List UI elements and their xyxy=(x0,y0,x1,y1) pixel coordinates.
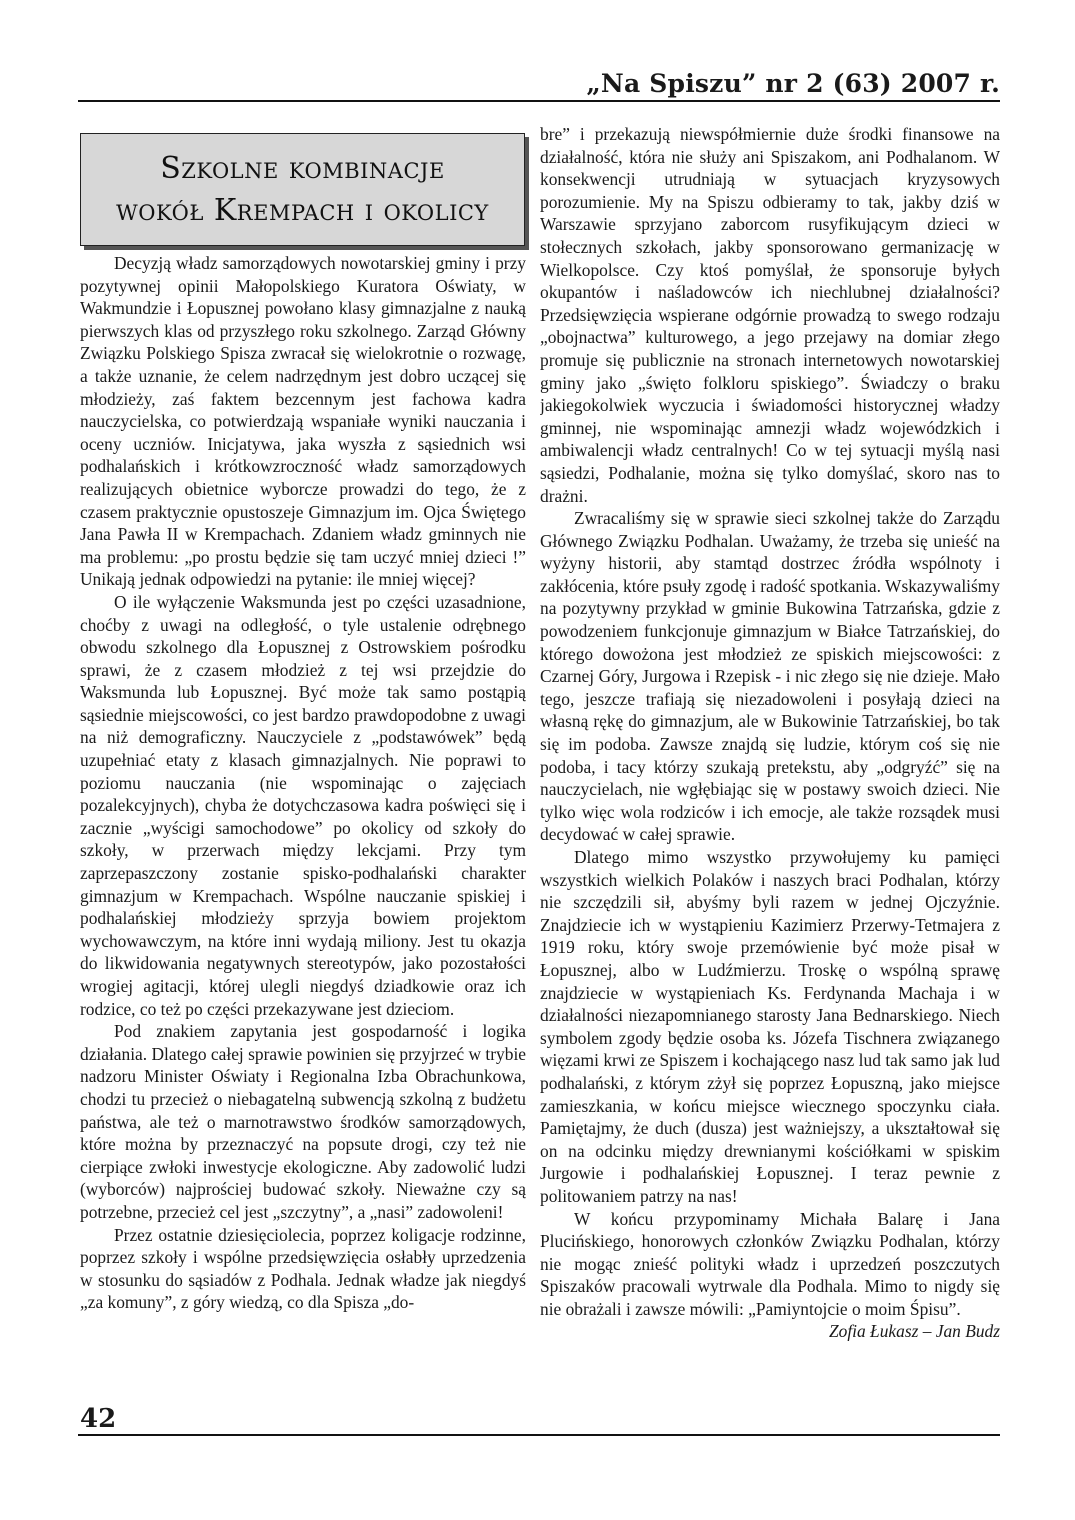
paragraph-last xyxy=(540,1208,1000,1342)
right-column xyxy=(540,123,1000,1413)
article-title-line-2: wokół Krempach i okolicy xyxy=(116,192,489,228)
article-title-line-1: Szkolne kombinacje xyxy=(160,150,445,186)
author-signature: Zofia Łukasz – Jan Budz xyxy=(828,1321,1000,1342)
paragraph-text: W końcu przypominamy Michała Balarę i Jana Plucińskiego, honorowych członków Związku Podhalan, którzy nie mogąc znieść polityki władz i uprzedzeń poszczutych Spiszaków pracowali wytrwale dla Podhala. Mimo to nigdy się nie obrażali i zawsze mówili: „Pamiyntojcie o moim Śpisu”. xyxy=(540,1208,1000,1319)
paragraph-continued: bre” i przekazują niewspółmiernie duże środki finansowe na działalność, która nie służy ani Spiszakom, ani Podhalanom. W konsekwencji utrudniają w sytuacjach kryzysowych porozumienie. My na Spiszu odbieramy to tak, jakby dziś w Warszawie sprzyjano zaborcom rusyfikującym dzieci w stołecznych szkołach, jakby sponsorowano germanizację w Wielkopolsce. Czy ktoś pomyślał, że sponsoruje byłych okupantów i naśladowców ich niechlubnej działalności? Przedsięwzięcia wspierane odgórnie prowadzą to swego rodzaju „obojnactwa” kulturowego, a jego przejawy na domiar złego promuje się publicznie na stronach internetowych nowotarskiej gminy jako „święto folkloru spiskiego”. Świadczy o braku jakiegokolwiek wyczucia i świadomości historycznej władzy gminnej, nie wspominając amnezji władz wojewódzkich i ambiwalencji władz centralnych! Co w tej sytuacji myślą nasi sąsiedzi, Podhalanie, można się tylko domyślać, skoro nas to drażni. xyxy=(540,124,1000,506)
paragraph: Pod znakiem zapytania jest gospodarność i logika działania. Dlatego całej sprawie powinien się przyjrzeć w trybie nadzoru Minister Oświaty i Regionalna Izba Obrachunkowa, chodzi tu przecież o niebagatelną subwencją szkolną z budżetu państwa, ale też o marnotrawstwo środków samorządowych, które można by przeznaczyć na popsute drogi, czy też nie cierpiące zwłoki inwestycje ekologiczne. Aby zadowolić ludzi (wyborców) najprościej budować szkoły. Nieważne czy są potrzebne, przecież cel jest „szczytny”, a „nasi” zadowoleni! xyxy=(80,1021,526,1222)
footer-divider xyxy=(78,1434,1000,1436)
paragraph: Dlatego mimo wszystko przywołujemy ku pamięci wszystkich wielkich Polaków i naszych braci Podhalan, którzy nie szczędzili sił, abyśmy byli razem w jednej Ojczyźnie. Znajdziecie ich w wystąpieniu Kazimierz Przerwy-Tetmajera z 1919 roku, który swoje przemówienie być może pisał w Łopusznej, albo w Ludźmierzu. Troskę o wspólną sprawę znajdziecie w wystąpieniach Ks. Ferdynanda Machaja i w działalności niezapomnianego starosty Jana Bednarskiego. Niech symbolem zgody będzie osoba ks. Józefa Tischnera związanego więzami krwi ze Spiszem i kochającego nasz lud tak samo jak lud podhalański, z którym zżył się poprzez Łopuszną, jako miejsce zamieszkania, w końcu miejsce wiecznego spoczynku ciała. Pamiętajmy, że duch (dusza) jest ważniejszy, a ukształtował się on na odcinku między drewnianymi kościółkami w spiskim Jurgowie i podhalańskiej Łopusznej. I teraz pewnie z politowaniem patrzy na nas! xyxy=(540,847,1000,1206)
header-divider xyxy=(78,100,1000,102)
paragraph: O ile wyłączenie Waksmunda jest po części uzasadnione, choćby z uwagi na odległość, o tyle ustalenie odrębnego obwodu szkolnego dla Łopusznej z Ostrowskiem pośrodku sprawi, że z czasem młodzież z tej wsi przejdzie do Waksmunda lub Łopusznej. Być może tak samo postąpią sąsiednie miejscowości, co jest bardzo prawdopodobne z uwagi na niż demograficzny. Nauczyciele z „podstawówek” będą uzupełniać etaty z klasach gimnazjalnych. Nie poprawi to poziomu nauczania (nie wspominając o zajęciach pozalekcyjnych), chyba że dotychczasowa kadra poświęci się i zacznie „wyścigi samochodowe” po okolicy od szkoły do szkoły, w przerwach między lekcjami. Przy tym zaprzepaszczony zostanie spisko-podhalański charakter gimnazjum w Krempachach. Wspólne nauczanie spiskiej i podhalańskiej młodzieży sprzyja bowiem projektom wychowawczym, na które inni wydają miliony. Jest tu okazja do likwidowania negatywnych stereotypów, jako pozostałości wrogiej agitacji, której ulegli niegdyś dziadkowie oraz ich rodzice, co też po części przekazywane jest dzieciom. xyxy=(80,591,526,1019)
paragraph: Zwracaliśmy się w sprawie sieci szkolnej także do Zarządu Głównego Związku Podhalan. Uważamy, że trzeba się unieść na wyżyny historii, aby stamtąd dostrzec źródła wspólnoty i zakłócenia, które psuły zgodę i radość spotkania. Wskazywaliśmy na pozytywny przykład w gminie Bukowina Tatrzańska, gdzie z powodzeniem funkcjonuje gimnazjum w Białce Tatrzańskiej, do którego dowożona jest młodzież ze spiskich miejscowości: z Czarnej Góry, Jurgowa i Rzepisk - i nic złego się nie dzieje. Mało tego, jeszcze trafiają się niezadowoleni i posyłają dzieci na własną rękę do gimnazjum, ale w Bukowinie Tatrzańskiej, bo tak się im podoba. Zawsze znajdą się ludzie, którym coś się nie podoba, i tacy którzy szukają pretekstu, aby „odgryźć” się na nauczycielach, nie wgłębiając się w postawy swoich dzieci. Nie tylko więc wola rodziców i ich emocje, ale także rozsądek musi decydować w całej sprawie. xyxy=(540,508,1000,845)
paragraph: Decyzją władz samorządowych nowotarskiej gminy i przy pozytywnej opinii Małopolskiego Kuratora Oświaty, w Wakmundzie i Łopusznej powołano klasy gimnazjalne z nauką pierwszych klas od przyszłego roku szkolnego. Zarząd Główny Związku Polskiego Spisza zwracał się wielokrotnie o rozwagę, a także uznanie, że celem nadrzędnym jest dobro uczącej się młodzieży, zaś faktem bezcennym jest fachowa kadra nauczycielska, co potwierdzają wspaniałe wyniki nauczania i oceny uczniów. Inicjatywa, jaka wyszła z sąsiednich wsi podhalańskich i krótkowzroczność władz samorządowych realizujących obietnice wyborcze prowadzi do tego, że z czasem praktycznie opustoszeje Gimnazjum im. Ojca Świętego Jana Pawła II w Krempachach. Zdaniem władz gminnych nie ma problemu: „po prostu będzie się tam uczyć mniej dzieci !” Unikają jednak odpowiedzi na pytanie: ile mniej więcej? xyxy=(80,253,526,590)
running-header: „Na Spiszu” nr 2 (63) 2007 r. xyxy=(586,69,1000,98)
article-title-box xyxy=(80,133,525,246)
paragraph: Przez ostatnie dziesięciolecia, poprzez koligacje rodzinne, poprzez szkoły i wspólne przedsięwzięcia osłabły uprzedzenia w stosunku do sąsiadów z Podhala. Jednak władze jak niegdyś „za komuny”, z góry wiedzą, co dla Spisza „do- xyxy=(80,1224,526,1313)
page-number: 42 xyxy=(80,1404,117,1434)
left-column xyxy=(80,252,526,1397)
